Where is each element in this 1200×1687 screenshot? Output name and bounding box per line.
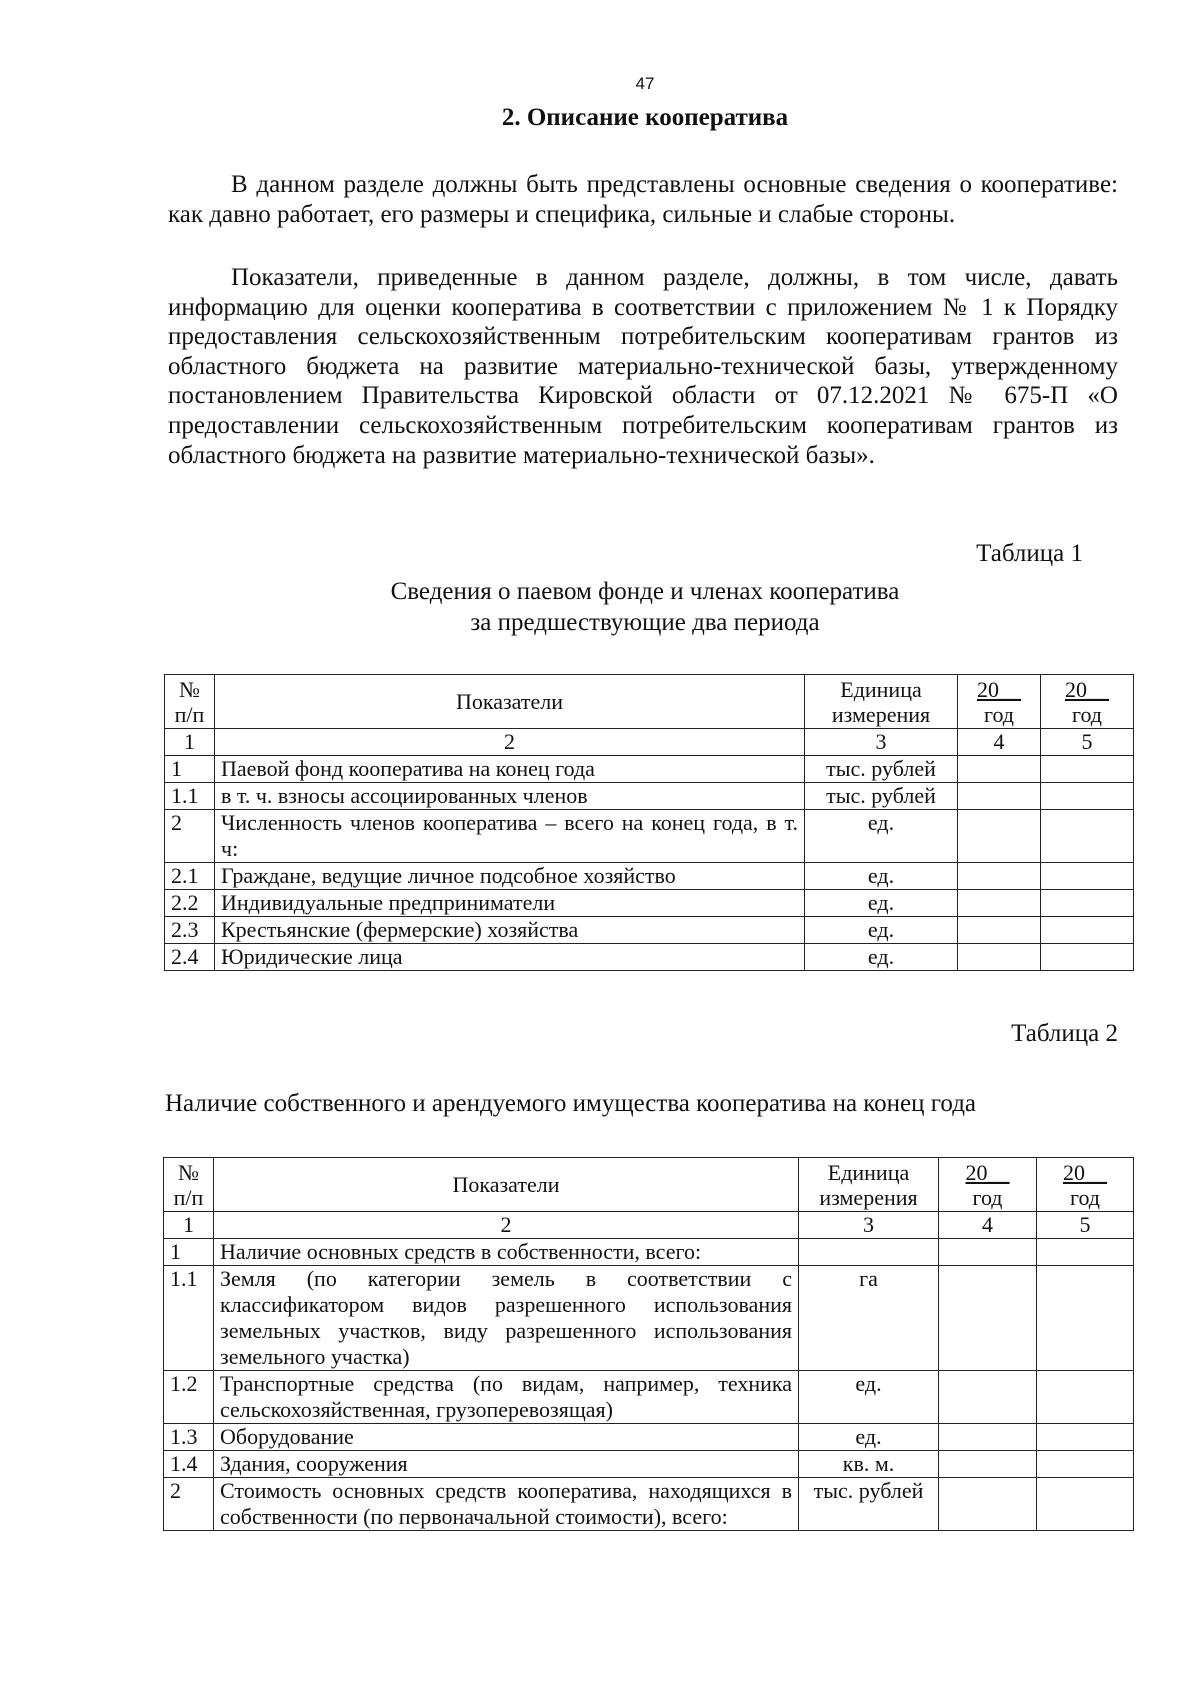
row-unit: ед. — [799, 1424, 939, 1451]
table-1-column-numbers — [165, 729, 1134, 756]
row-value-1 — [958, 783, 1041, 810]
table-row — [165, 783, 1134, 810]
table-row — [165, 890, 1134, 917]
row-unit: ед. — [805, 810, 958, 863]
table-2-column-numbers — [164, 1212, 1134, 1239]
row-value-1 — [939, 1371, 1037, 1424]
row-value-1 — [939, 1239, 1037, 1266]
row-num: 2.2 — [165, 890, 215, 917]
row-text: Паевой фонд кооператива на конец года — [215, 756, 805, 783]
paragraph-intro: В данном разделе должны быть представлены основные сведения о кооперативе: как давно работает, его размеры и специфика, сильные и слабые стороны. — [168, 171, 1118, 228]
colnum: 5 — [1041, 729, 1134, 756]
row-num: 2.1 — [165, 863, 215, 890]
row-unit: ед. — [805, 944, 958, 971]
table-1-caption — [0, 576, 1200, 638]
row-value-2 — [1041, 917, 1134, 944]
row-num: 1.4 — [164, 1451, 214, 1478]
row-num: 1 — [165, 756, 215, 783]
table-2 — [163, 1157, 1134, 1531]
header-indicator: Показатели — [215, 675, 805, 729]
table-2-caption: Наличие собственного и арендуемого имущества кооператива на конец года — [165, 1090, 977, 1117]
table-row — [164, 1424, 1134, 1451]
table-row — [164, 1371, 1134, 1424]
table-1-caption-line-1: Сведения о паевом фонде и членах кооператива — [390, 578, 900, 605]
row-num: 1.1 — [165, 783, 215, 810]
header-year-1: 20__ год — [958, 675, 1041, 729]
table-row — [164, 1266, 1134, 1371]
row-value-2 — [1041, 890, 1134, 917]
row-value-1 — [958, 863, 1041, 890]
row-text: Транспортные средства (по видам, например, техника сельскохозяйственная, грузоперевозящая) — [214, 1371, 799, 1424]
row-num: 1 — [164, 1239, 214, 1266]
row-unit: тыс. рублей — [799, 1478, 939, 1531]
header-num: № п/п — [165, 675, 215, 729]
row-value-1 — [958, 890, 1041, 917]
row-value-2 — [1037, 1239, 1134, 1266]
table-row — [165, 810, 1134, 863]
row-value-1 — [939, 1451, 1037, 1478]
table-row — [165, 863, 1134, 890]
header-unit: Единица измерения — [799, 1158, 939, 1212]
row-text: Стоимость основных средств кооператива, находящихся в собственности (по первоначальной стоимости), всего: — [214, 1478, 799, 1531]
row-num: 2.3 — [165, 917, 215, 944]
colnum: 3 — [805, 729, 958, 756]
colnum: 3 — [799, 1212, 939, 1239]
section-heading: 2. Описание кооператива — [501, 104, 789, 131]
row-value-2 — [1037, 1266, 1134, 1371]
row-unit: ед. — [799, 1371, 939, 1424]
header-num: № п/п — [164, 1158, 214, 1212]
row-text: Индивидуальные предприниматели — [215, 890, 805, 917]
colnum: 1 — [165, 729, 215, 756]
row-value-1 — [958, 917, 1041, 944]
table-row — [165, 917, 1134, 944]
colnum: 4 — [939, 1212, 1037, 1239]
row-unit: ед. — [805, 890, 958, 917]
row-value-2 — [1041, 863, 1134, 890]
header-indicator: Показатели — [214, 1158, 799, 1212]
header-unit: Единица измерения — [805, 675, 958, 729]
colnum: 5 — [1037, 1212, 1134, 1239]
row-text: в т. ч. взносы ассоциированных членов — [215, 783, 805, 810]
row-num: 2 — [164, 1478, 214, 1531]
table-1-label: Таблица 1 — [976, 540, 1083, 567]
colnum: 2 — [214, 1212, 799, 1239]
row-unit: тыс. рублей — [805, 783, 958, 810]
table-1-header-row — [165, 675, 1134, 729]
row-unit: га — [799, 1266, 939, 1371]
header-year-1: 20__ год — [939, 1158, 1037, 1212]
row-text: Численность членов кооператива – всего на конец года, в т. ч: — [215, 810, 805, 863]
row-unit: тыс. рублей — [805, 756, 958, 783]
row-text: Граждане, ведущие личное подсобное хозяйство — [215, 863, 805, 890]
page-number: 47 — [635, 74, 655, 93]
table-row — [164, 1478, 1134, 1531]
row-text: Крестьянские (фермерские) хозяйства — [215, 917, 805, 944]
row-value-1 — [958, 756, 1041, 783]
table-2-header-row — [164, 1158, 1134, 1212]
row-value-1 — [939, 1266, 1037, 1371]
row-text: Оборудование — [214, 1424, 799, 1451]
header-year-2: 20__ год — [1041, 675, 1134, 729]
row-unit: ед. — [805, 863, 958, 890]
row-value-2 — [1037, 1424, 1134, 1451]
row-value-2 — [1041, 810, 1134, 863]
row-value-2 — [1041, 783, 1134, 810]
row-unit: кв. м. — [799, 1451, 939, 1478]
row-num: 2 — [165, 810, 215, 863]
row-text: Здания, сооружения — [214, 1451, 799, 1478]
row-value-2 — [1041, 944, 1134, 971]
row-value-2 — [1037, 1371, 1134, 1424]
row-text: Юридические лица — [215, 944, 805, 971]
row-text: Наличие основных средств в собственности, всего: — [214, 1239, 799, 1266]
row-num: 1.2 — [164, 1371, 214, 1424]
colnum: 1 — [164, 1212, 214, 1239]
row-unit — [799, 1239, 939, 1266]
colnum: 2 — [215, 729, 805, 756]
table-2-label: Таблица 2 — [1011, 1020, 1118, 1047]
row-value-2 — [1041, 756, 1134, 783]
header-year-2: 20__ год — [1037, 1158, 1134, 1212]
row-value-2 — [1037, 1451, 1134, 1478]
table-row — [164, 1451, 1134, 1478]
row-value-1 — [958, 810, 1041, 863]
table-row — [165, 944, 1134, 971]
row-value-2 — [1037, 1478, 1134, 1531]
paragraph-indicators: Показатели, приведенные в данном разделе, должны, в том числе, давать информацию для оценки кооператива в соответствии с приложением № 1 к Порядку предоставления сельскохозяйственным потребительским кооперативам грантов из областного бюджета на развитие материально-технической базы, утвержденному постановлением Правительства Кировской области от 07.12.2021 № 675-П «О предоставлении сельскохозяйственным потребительским кооперативам грантов из областного бюджета на развитие материально-технической базы». — [168, 264, 1118, 469]
table-1 — [164, 674, 1134, 971]
row-num: 2.4 — [165, 944, 215, 971]
row-num: 1.1 — [164, 1266, 214, 1371]
colnum: 4 — [958, 729, 1041, 756]
table-row — [164, 1239, 1134, 1266]
row-text: Земля (по категории земель в соответствии с классификатором видов разрешенного использования земельных участков, виду разрешенного использования земельного участка) — [214, 1266, 799, 1371]
row-value-1 — [958, 944, 1041, 971]
table-1-caption-line-2: за предшествующие два периода — [470, 609, 820, 636]
row-value-1 — [939, 1478, 1037, 1531]
row-num: 1.3 — [164, 1424, 214, 1451]
row-value-1 — [939, 1424, 1037, 1451]
row-unit: ед. — [805, 917, 958, 944]
table-row — [165, 756, 1134, 783]
